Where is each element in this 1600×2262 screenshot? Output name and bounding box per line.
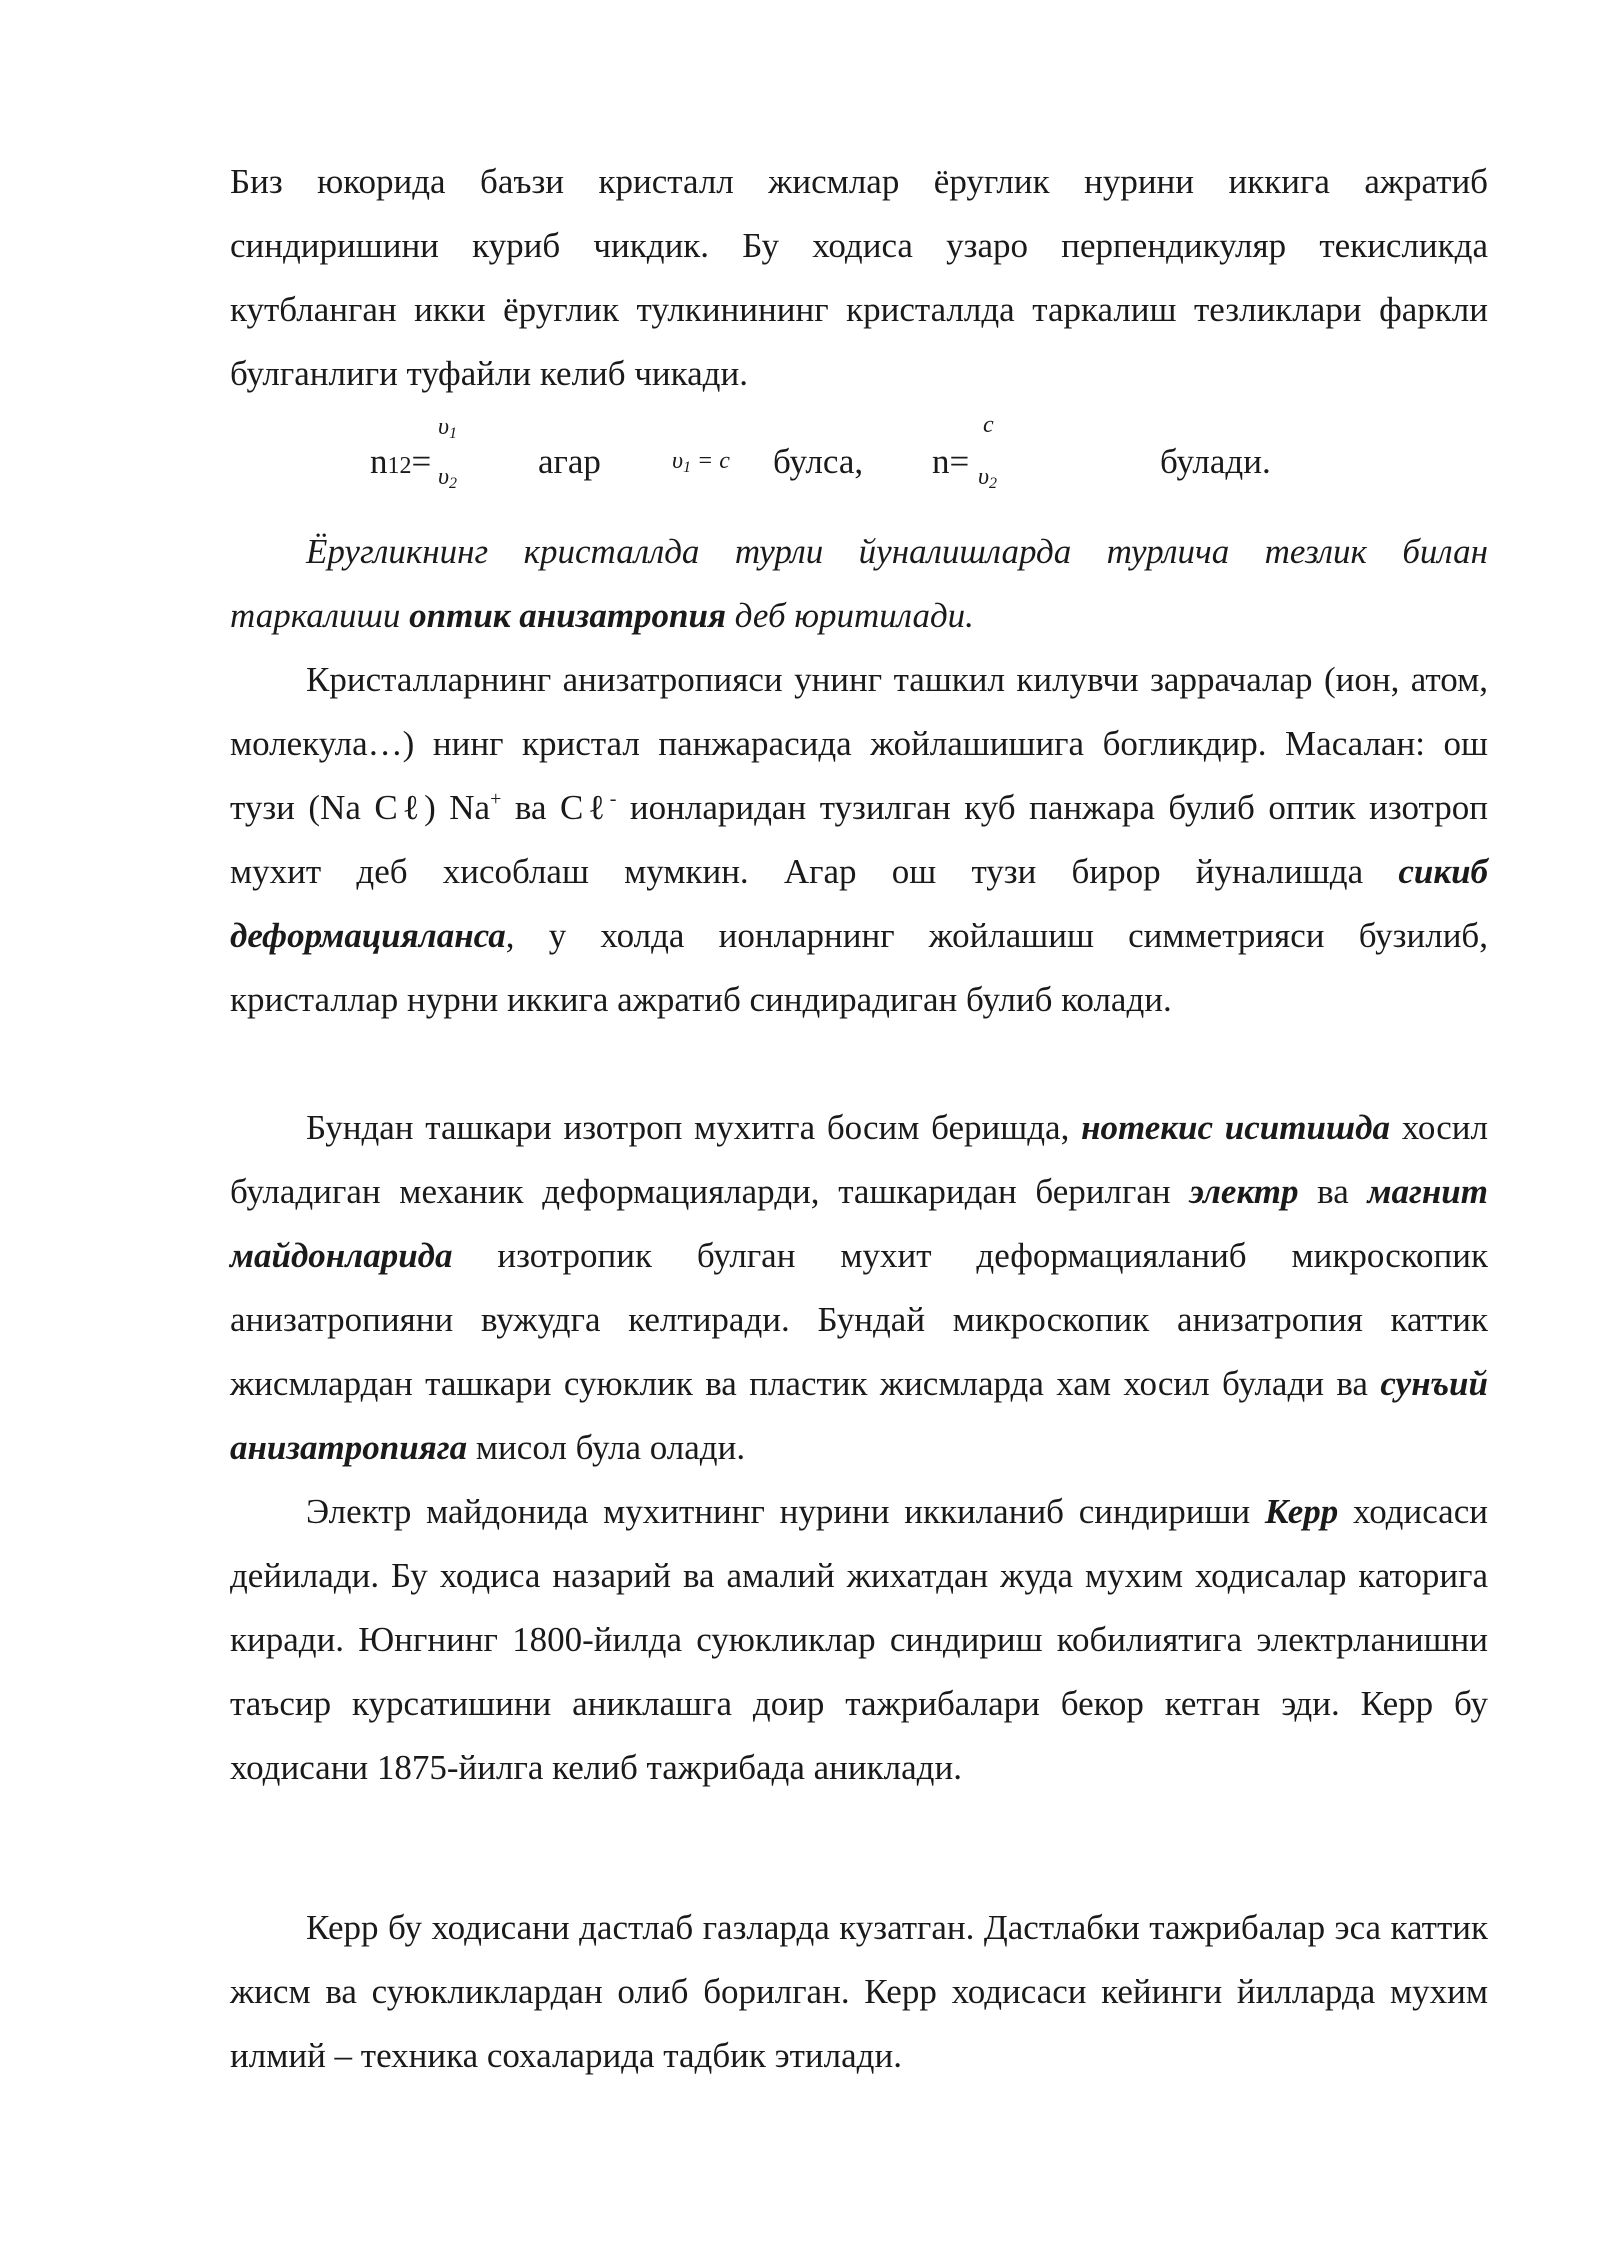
v2-denominator-2: $\upsilon_2$	[978, 464, 998, 492]
paragraph-3: Кристалларнинг анизатропияси унинг ташкил килувчи заррачалар (ион, атом, молекула…) нинг кристал панжарасида жойлашишига богликдир. Масалан: ош тузи (Na Cℓ) Na+ ва Cℓ- ионларидан тузилган куб панжара булиб оптик изотроп мухит деб хисоблаш мумкин. Агар ош тузи бирор йуналишда сикиб деформацияланса, у холда ионларнинг жойлашиш симметрияси бузилиб, кристаллар нурни иккига ажратиб синдирадиган булиб колади.	[230, 660, 1488, 1019]
v1-numerator: $\upsilon_1$	[438, 414, 458, 442]
c-numerator: c	[983, 412, 994, 438]
paragraph-2: Ёругликнинг кристаллда турли йуналишларда турлича тезлик билан таркалиши оптик анизатропия деб юритилади.	[230, 532, 1488, 635]
agar-word: агар	[538, 442, 601, 481]
paragraph-1: Биз юкорида баъзи кристалл жисмлар ёруглик нурини иккига ажратиб синдиришини куриб чикдик. Бу ходиса узаро перпендикуляр текисликда кутбланган икки ёруглик тулкинининг кристаллда таркалиш тезликлари фаркли булганлиги туфайли келиб чикади.	[230, 162, 1488, 393]
v2-denominator: $\upsilon_2$	[438, 464, 458, 492]
n12-symbol: n12=	[370, 442, 432, 481]
term-optical-anisotropy: оптик анизатропия	[409, 596, 727, 635]
term-electric: электр	[1189, 1172, 1299, 1211]
term-uneven-heating: нотекис иситишда	[1081, 1108, 1390, 1147]
refractive-index-formula	[0, 412, 1600, 502]
n-equals: n=	[932, 442, 970, 481]
paragraph-6: Керр бу ходисани дастлаб газларда кузатган. Дастлабки тажрибалар эса каттик жисм ва суюкликлардан олиб борилган. Керр ходисаси кейинги йилларда мухим илмий – техника сохаларида тадбик этилади.	[230, 1908, 1488, 2075]
bulsa-word: булса,	[773, 442, 864, 481]
term-artificial-anisotropy: сунъий анизатропияга	[230, 1364, 1488, 1467]
term-magnetic-fields: магнит майдонларида	[230, 1172, 1488, 1275]
condition-v1-equals-c: $\upsilon_1 = c$	[672, 448, 730, 476]
term-kerr: Керр	[1264, 1492, 1339, 1531]
paragraph-5: Электр майдонида мухитнинг нурини иккиланиб синдириши Керр ходисаси дейилади. Бу ходиса назарий ва амалий жихатдан жуда мухим ходисалар каторига киради. Юнгнинг 1800-йилда суюкликлар синдириш кобилиятига электрланишни таъсир курсатишини аниклашга доир тажрибалари бекор кетган эди. Керр бу ходисани 1875-йилга келиб тажрибада аниклади.	[230, 1492, 1488, 1787]
paragraph-4: Бундан ташкари изотроп мухитга босим беришда, нотекис иситишда хосил буладиган механик деформацияларди, ташкаридан берилган электр ва магнит майдонларида изотропик булган мухит деформацияланиб микроскопик анизатропияни вужудга келтиради. Бундай микроскопик анизатропия каттик жисмлардан ташкари суюклик ва пластик жисмларда хам хосил булади ва сунъий анизатропияга мисол була олади.	[230, 1108, 1488, 1467]
buladi-word: булади.	[1160, 442, 1271, 481]
term-compression-deformation: сикиб деформацияланса	[230, 852, 1488, 955]
